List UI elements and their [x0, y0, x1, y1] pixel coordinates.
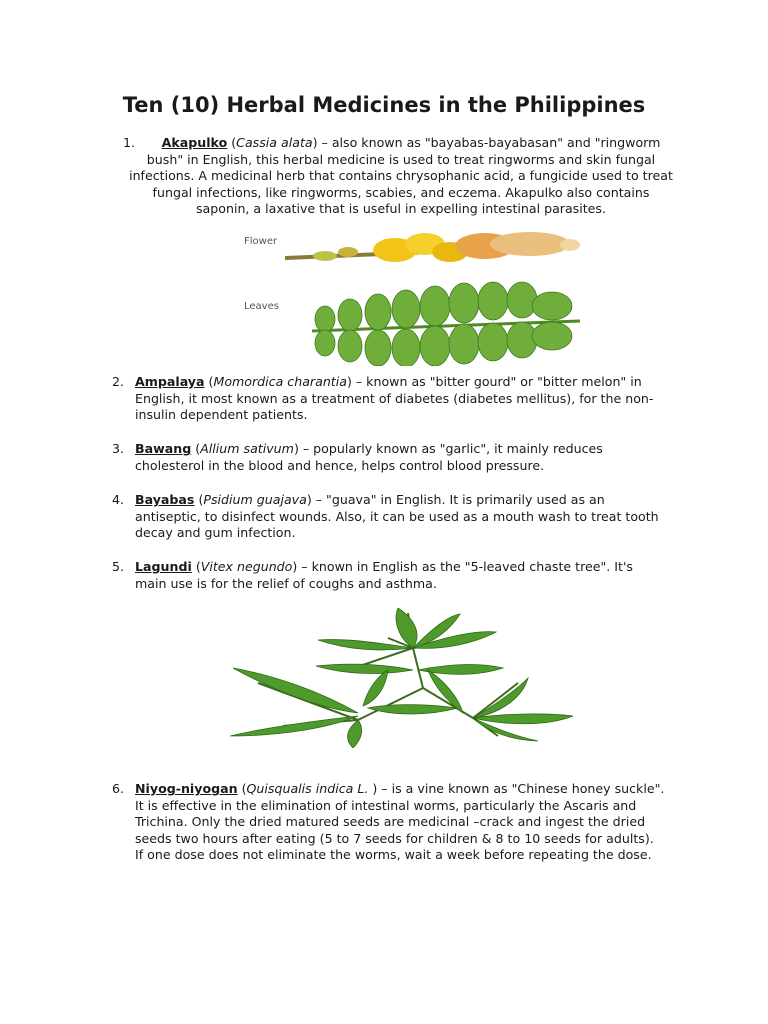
herb-description: ) – also known as "bayabas-bayabasan" and "ringworm bush" in English, this herbal medicine is used to treat ringworms and skin fungal infections. A medicinal herb that contains chrysophanic acid, a fungicide used to treat fungal infections, like ringworms, scabies, and eczema. Akapulko also contains saponin, a laxative that is useful in expelling intestinal parasites.	[129, 135, 673, 216]
item-number: 1.	[123, 135, 136, 150]
flower-label: Flower	[244, 236, 278, 247]
item-number: 5.	[112, 559, 125, 574]
akapulko-figure	[230, 226, 610, 366]
scientific-name: Allium sativum	[200, 441, 294, 456]
herb-name: Bayabas	[135, 492, 195, 507]
item-number: 2.	[112, 374, 125, 389]
herb-description: ) – known in English as the "5-leaved chaste tree". It's main use is for the relief of coughs and asthma.	[135, 559, 633, 591]
herb-description: ) – known as "bitter gourd" or "bitter melon" in English, it most known as a treatment of diabetes (diabetes mellitus), for the non-insulin dependent patients.	[135, 374, 654, 422]
scientific-name: Cassia alata	[236, 135, 313, 150]
flower-spike-image	[285, 232, 580, 262]
herb-name: Akapulko	[161, 135, 228, 150]
scientific-name: Psidium guajava	[203, 492, 307, 507]
scientific-name: Momordica charantia	[213, 374, 347, 389]
herb-description: ) – is a vine known as "Chinese honey suckle". It is effective in the elimination of intestinal worms, particularly the Ascaris and Trichina. Only the dried matured seeds are medicinal –crack and ingest the dried seeds two hours after eating (5 to 7 seeds for children & 8 to 10 seeds for adults). If one dose does not eliminate the worms, wait a week before repeating the dose.	[135, 781, 665, 862]
item-number: 4.	[112, 492, 125, 507]
page-title: Ten (10) Herbal Medicines in the Philippines	[122, 93, 646, 117]
herb-name: Niyog-niyogan	[135, 781, 238, 796]
leaves-label: Leaves	[244, 301, 279, 312]
item-body: Akapulko (Cassia alata) – also known as "bayabas-bayabasan" and "ringworm bush" in English, this herbal medicine is used to treat ringworms and skin fungal infections. A medicinal herb that contains chrysophanic acid, a fungicide used to treat fungal infections, like ringworms, scabies, and eczema. Akapulko also contains saponin, a laxative that is useful in expelling intestinal parasites.	[129, 135, 673, 216]
herb-description: ) – "guava" in English. It is primarily used as an antiseptic, to disinfect wounds. Also, it can be used as a mouth wash to treat tooth decay and gum infection.	[135, 492, 659, 540]
lagundi-leaves-image	[230, 608, 573, 748]
leaves-image	[312, 282, 580, 366]
herb-name: Lagundi	[135, 559, 192, 574]
herb-description: ) – popularly known as "garlic", it mainly reduces cholesterol in the blood and hence, helps control blood pressure.	[135, 441, 603, 473]
herb-name: Bawang	[135, 441, 192, 456]
item-body: Niyog-niyogan (Quisqualis indica L. ) – is a vine known as "Chinese honey suckle". It is effective in the elimination of intestinal worms, particularly the Ascaris and Trichina. Only the dried matured seeds are medicinal –crack and ingest the dried seeds two hours after eating (5 to 7 seeds for children & 8 to 10 seeds for adults). If one dose does not eliminate the worms, wait a week before repeating the dose.	[135, 781, 665, 862]
scientific-name: Vitex negundo	[200, 559, 293, 574]
item-body: Bayabas (Psidium guajava) – "guava" in English. It is primarily used as an antiseptic, to disinfect wounds. Also, it can be used as a mouth wash to treat tooth decay and gum infection.	[135, 492, 659, 540]
scientific-name: Quisqualis indica L.	[246, 781, 369, 796]
lagundi-figure	[228, 608, 588, 748]
item-body: Lagundi (Vitex negundo) – known in English as the "5-leaved chaste tree". It's main use is for the relief of coughs and asthma.	[135, 559, 633, 591]
item-body: Bawang (Allium sativum) – popularly known as "garlic", it mainly reduces cholesterol in the blood and hence, helps control blood pressure.	[135, 441, 603, 473]
item-number: 6.	[112, 781, 125, 796]
item-body: Ampalaya (Momordica charantia) – known as "bitter gourd" or "bitter melon" in English, it most known as a treatment of diabetes (diabetes mellitus), for the non-insulin dependent patients.	[135, 374, 654, 422]
item-number: 3.	[112, 441, 125, 456]
herb-name: Ampalaya	[135, 374, 205, 389]
